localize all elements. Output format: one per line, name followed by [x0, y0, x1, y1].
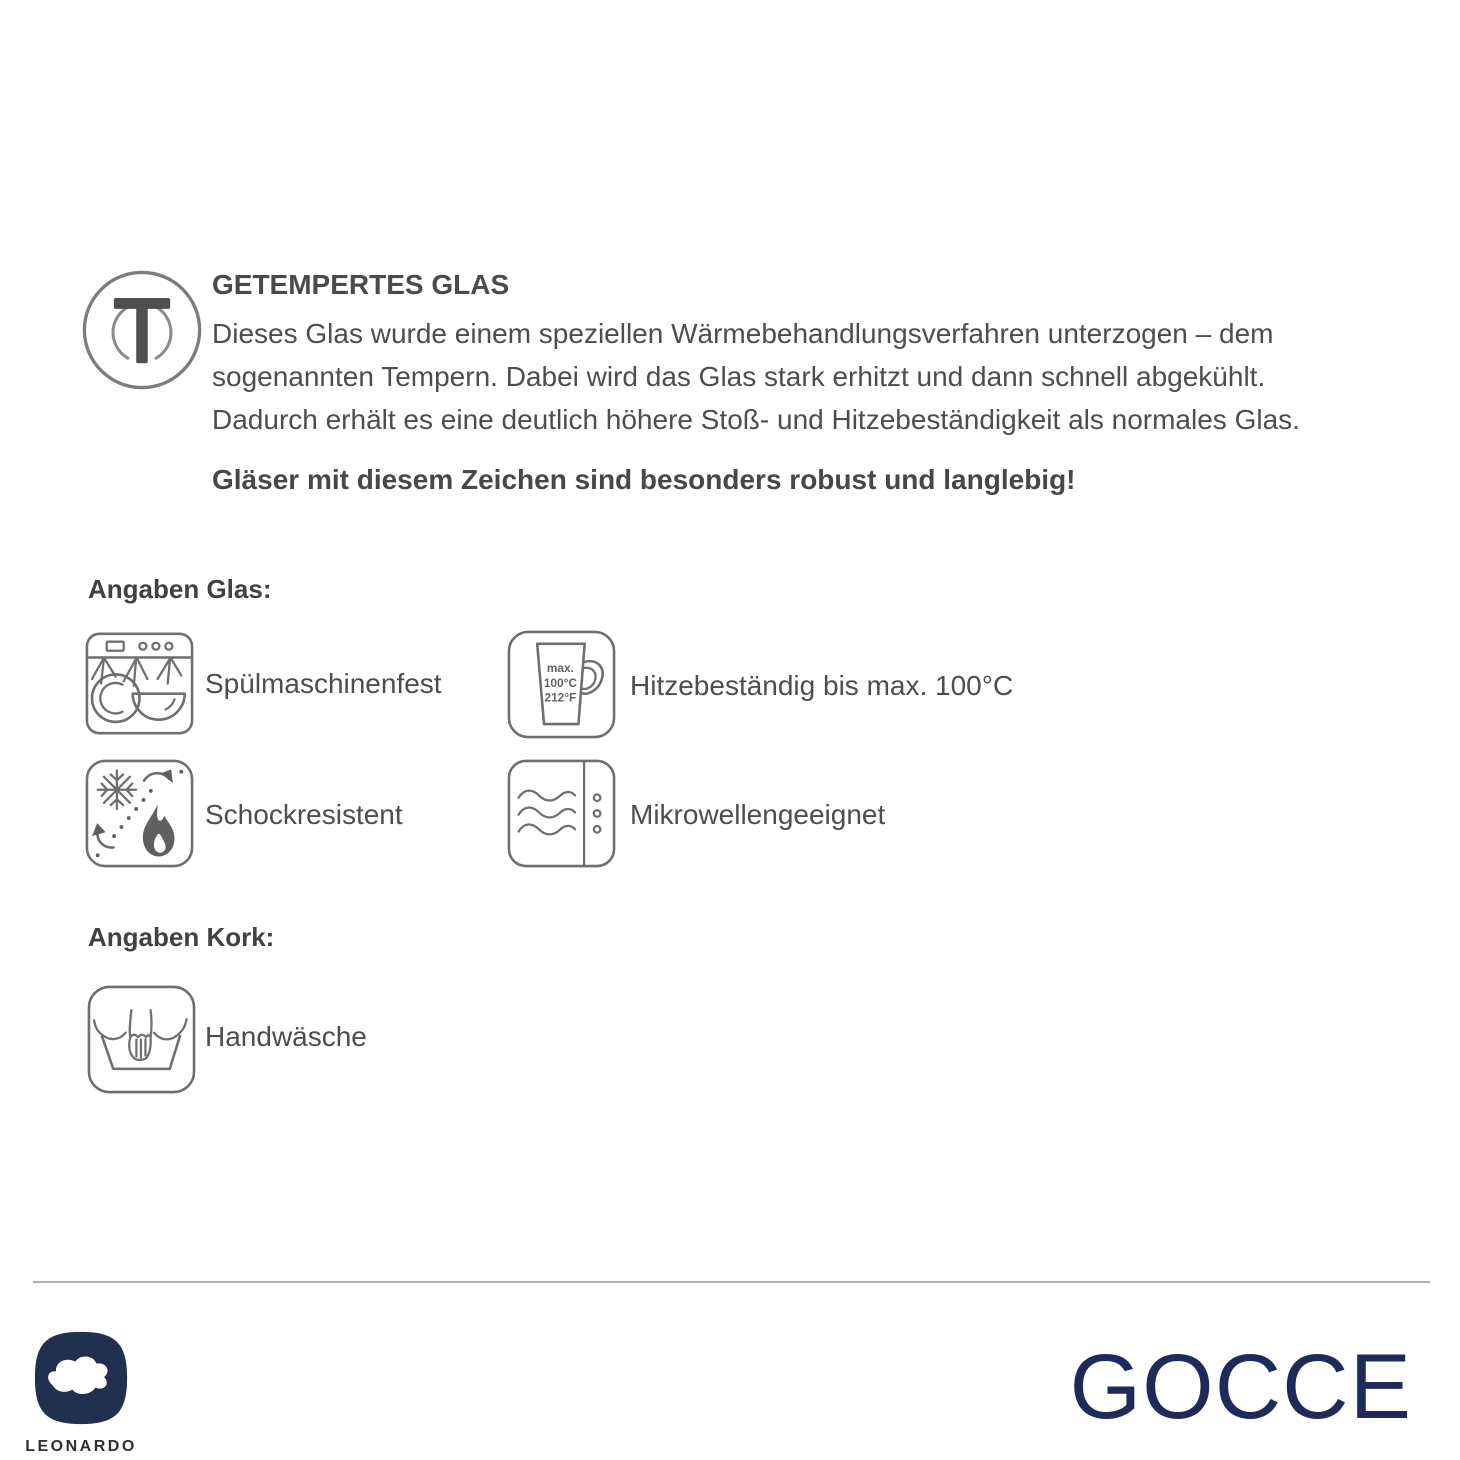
microwave-safe-label: Mikrowellengeeignet: [630, 799, 886, 830]
product-name: GOCCE: [1069, 1336, 1412, 1438]
footer-divider: [33, 1281, 1430, 1283]
tempered-glass-icon: [78, 266, 206, 394]
tempered-glass-title: GETEMPERTES GLAS: [212, 269, 510, 300]
heat-resistant-icon: [505, 628, 618, 741]
section-heading-kork: Angaben Kork:: [88, 922, 275, 952]
heat-icon-text-max: max.: [546, 661, 574, 676]
heat-resistant-label: Hitzebeständig bis max. 100°C: [630, 670, 1014, 701]
tempered-glass-line-1: Dieses Glas wurde einem speziellen Wärmebehandlungsverfahren unterzogen – dem: [212, 318, 1274, 349]
leonardo-wordmark: LEONARDO: [25, 1438, 137, 1455]
microwave-safe-icon: [505, 757, 618, 870]
hand-wash-icon: [85, 983, 198, 1096]
tempered-glass-description: [212, 269, 1362, 501]
tempered-glass-line-3: Dadurch erhält es eine deutlich höhere Stoß- und Hitzebeständigkeit als normales Glas.: [212, 404, 1300, 435]
hand-wash-label: Handwäsche: [205, 1021, 367, 1052]
section-heading-glas: Angaben Glas:: [88, 574, 272, 604]
dishwasher-safe-icon: [83, 627, 196, 740]
tempered-glass-line-2: sogenannten Tempern. Dabei wird das Glas stark erhitzt und dann schnell abgekühlt.: [212, 361, 1266, 392]
heat-icon-text-fahrenheit: 212°F: [544, 690, 577, 705]
heat-icon-text-celsius: 100°C: [543, 675, 577, 690]
shock-resistant-icon: [83, 757, 196, 870]
dishwasher-safe-label: Spülmaschinenfest: [205, 668, 442, 699]
leonardo-logo: [33, 1328, 129, 1428]
tempered-glass-note: Gläser mit diesem Zeichen sind besonders robust und langlebig!: [212, 464, 1076, 495]
shock-resistant-label: Schockresistent: [205, 799, 403, 830]
